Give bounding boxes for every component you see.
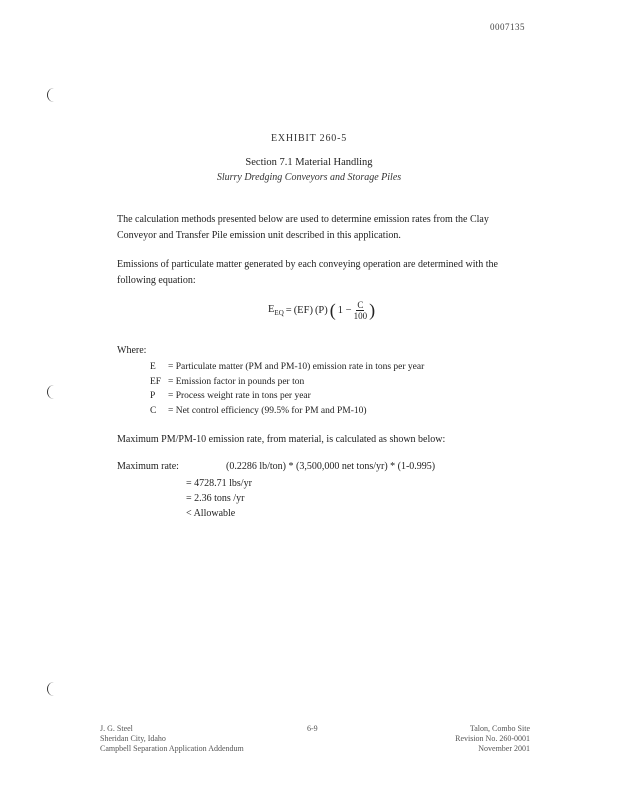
definition-row — [150, 404, 424, 419]
definition-symbol: P — [150, 391, 156, 401]
emission-equation — [268, 300, 375, 321]
calculation-expression: (0.2286 lb/ton) * (3,500,000 net tons/yr) * (1-0.995) — [226, 461, 436, 472]
equation-paren-open: ( — [329, 300, 336, 320]
footer-author: J. G. Steel — [100, 724, 133, 733]
page-number: 6-9 — [307, 724, 318, 733]
equation-paren-close: ) — [369, 300, 376, 320]
punch-hole-mark — [47, 385, 54, 399]
punch-hole-mark — [47, 682, 54, 696]
exhibit-title: EXHIBIT 260-5 — [270, 133, 348, 144]
section-subtitle: Slurry Dredging Conveyors and Storage Piles — [216, 172, 402, 183]
footer-revision: Revision No. 260-0001 — [455, 734, 530, 743]
definition-symbol: C — [150, 405, 157, 416]
equation-equals: = — [285, 305, 292, 316]
definition-row — [150, 375, 424, 390]
result-allowable: < Allowable — [186, 508, 236, 519]
fraction-numerator: C — [357, 300, 364, 310]
definition-text: = Particulate matter (PM and PM-10) emission rate in tons per year — [168, 362, 425, 372]
definition-row — [150, 360, 424, 375]
footer-left — [100, 724, 244, 754]
footer-site: Talon, Combo Site — [469, 724, 530, 733]
footer-right — [440, 724, 530, 754]
result-lbs-per-year: = 4728.71 lbs/yr — [186, 478, 252, 489]
footer-date: November 2001 — [478, 744, 530, 753]
fraction-denominator: 100 — [353, 311, 368, 321]
definition-row — [150, 389, 424, 404]
footer-document: Campbell Separation Application Addendum — [100, 744, 244, 753]
equation-one-minus: 1 − — [337, 305, 352, 316]
equation-ef: (EF) — [293, 305, 313, 316]
intro-paragraph: The calculation methods presented below are used to determine emission rates from the Clay Conveyor and Transfer Pile emission unit described in this application. — [117, 214, 489, 241]
section-heading: Section 7.1 Material Handling — [245, 157, 373, 168]
definition-text: = Process weight rate in tons per year — [168, 391, 311, 401]
footer-location: Sheridan City, Idaho — [100, 734, 166, 743]
calculation-line — [117, 461, 435, 472]
document-id: 0007135 — [490, 22, 525, 32]
max-rate-statement: Maximum PM/PM-10 emission rate, from material, is calculated as shown below: — [117, 434, 446, 445]
definition-text: = Emission factor in pounds per ton — [168, 376, 305, 387]
punch-hole-mark — [47, 88, 54, 102]
definition-text: = Net control efficiency (99.5% for PM and PM-10) — [168, 405, 367, 416]
calculation-results — [186, 476, 252, 521]
emissions-paragraph: Emissions of particulate matter generated by each conveying operation are determined with the following equation: — [117, 259, 498, 286]
result-tons-per-year: = 2.36 tons /yr — [186, 493, 245, 504]
where-label: Where: — [117, 345, 147, 356]
definition-symbol: E — [150, 362, 156, 372]
definition-symbol: EF — [150, 376, 162, 387]
equation-lhs: $E_{EQ}$ — [268, 303, 284, 318]
equation-p: (P) — [314, 305, 328, 316]
equation-fraction — [354, 300, 368, 321]
definition-list — [150, 360, 424, 418]
calculation-label: Maximum rate: — [117, 461, 179, 472]
